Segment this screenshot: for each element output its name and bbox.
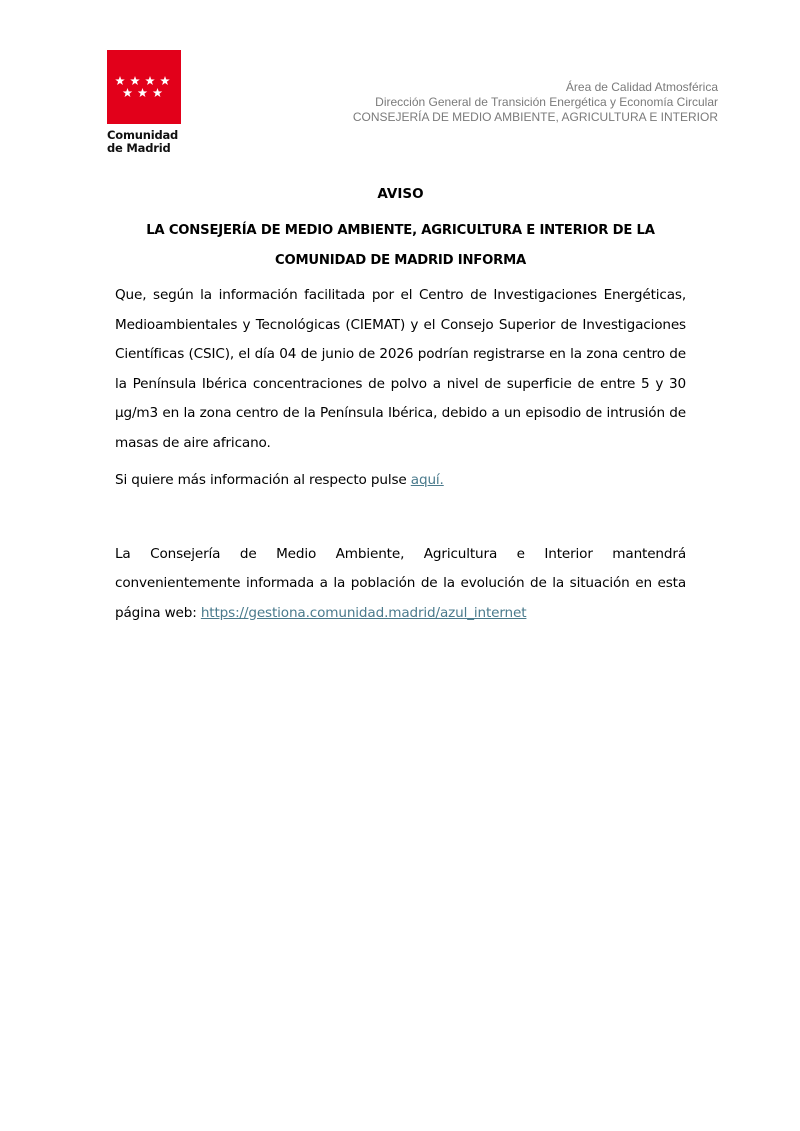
department-area: Área de Calidad Atmosférica — [565, 80, 718, 94]
department-header — [353, 80, 718, 125]
logo-text-line2: de Madrid — [107, 141, 171, 155]
logo-text-line1: Comunidad — [107, 128, 179, 142]
notice-headline-line2: COMUNIDAD DE MADRID INFORMA — [274, 253, 527, 268]
more-info-text: Si quiere más información al respecto pulse — [115, 472, 411, 488]
notice-headline-line1: LA CONSEJERÍA DE MEDIO AMBIENTE, AGRICULTURA E INTERIOR DE LA — [146, 223, 655, 238]
logo-text — [107, 129, 181, 155]
notice-body — [115, 180, 686, 628]
department-directorate: Dirección General de Transición Energética y Economía Circular — [375, 95, 718, 109]
stars-icon — [107, 50, 181, 124]
department-ministry: CONSEJERÍA DE MEDIO AMBIENTE, AGRICULTURA E INTERIOR — [352, 110, 718, 124]
notice-title: AVISO — [377, 186, 424, 202]
website-link[interactable]: https://gestiona.comunidad.madrid/azul_internet — [200, 604, 527, 621]
more-info-link[interactable]: aquí. — [410, 472, 444, 488]
logo-flag — [107, 50, 181, 124]
notice-paragraph-1: Que, según la información facilitada por el Centro de Investigaciones Energéticas, Medioambientales y Tecnológicas (CIEMAT) y el Consejo Superior de Investigaciones Científicas (CSIC), el día 04 de junio de 2026 podrían registrarse en la zona centro de la Península Ibérica concentraciones de polvo a nivel de superficie de entre 5 y 30 µg/m3 en la zona centro de la Península Ibérica, debido a un episodio de intrusión de masas de aire africano. — [115, 287, 686, 451]
notice-headline — [115, 216, 686, 276]
notice-paragraph-3 — [115, 540, 686, 629]
comunidad-madrid-logo — [107, 50, 181, 155]
notice-paragraph-2 — [115, 466, 686, 496]
website-info-text: La Consejería de Medio Ambiente, Agricultura e Interior mantendrá convenientemente informada a la población de la evolución de la situación en esta página web: — [115, 545, 686, 621]
